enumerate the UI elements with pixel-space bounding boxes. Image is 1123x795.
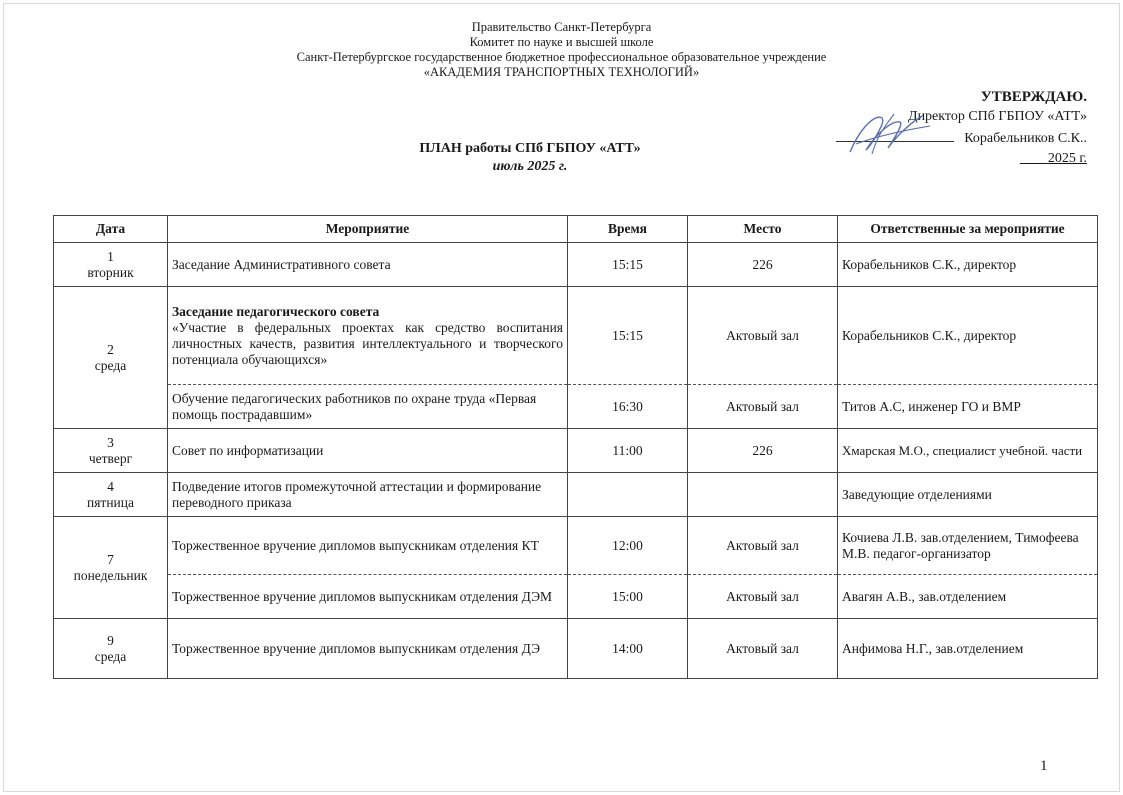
time-cell: 16:30 <box>568 385 688 429</box>
day-weekday: среда <box>94 357 127 373</box>
event-cell: Заседание Административного совета <box>168 243 568 287</box>
date-cell <box>54 429 168 473</box>
header-responsible: Ответственные за мероприятие <box>838 216 1098 243</box>
table-row <box>54 385 1098 429</box>
day-number: 2 <box>107 341 114 357</box>
day-number: 3 <box>107 434 114 450</box>
responsible-cell: Корабельников С.К., директор <box>838 287 1098 385</box>
table-header-row <box>54 216 1098 243</box>
place-cell: Актовый зал <box>688 517 838 575</box>
table-row <box>54 243 1098 287</box>
event-cell <box>168 287 568 385</box>
day-weekday: понедельник <box>73 567 148 583</box>
header-institution: Санкт-Петербургское государственное бюджетное профессиональное образовательное учреждение <box>296 50 827 64</box>
document-header <box>0 20 1123 80</box>
table-row <box>54 429 1098 473</box>
responsible-cell: Хмарская М.О., специалист учебной. части <box>838 429 1098 473</box>
event-title: Заседание педагогического совета <box>172 303 380 319</box>
header-government: Правительство Санкт-Петербурга <box>471 20 652 34</box>
responsible-cell: Корабельников С.К., директор <box>838 243 1098 287</box>
event-cell: Торжественное вручение дипломов выпускникам отделения ДЭМ <box>168 575 568 619</box>
day-number: 9 <box>107 632 114 648</box>
place-cell: Актовый зал <box>688 385 838 429</box>
plan-title: ПЛАН работы СПб ГБПОУ «АТТ» <box>419 141 641 156</box>
date-cell <box>54 517 168 619</box>
table-row <box>54 575 1098 619</box>
place-cell: Актовый зал <box>688 575 838 619</box>
date-cell <box>54 473 168 517</box>
approval-year-text: 2025 г. <box>1047 151 1087 166</box>
header-time: Время <box>568 216 688 243</box>
table-row <box>54 517 1098 575</box>
header-place: Место <box>688 216 838 243</box>
day-weekday: четверг <box>88 450 133 466</box>
event-cell: Подведение итогов промежуточной аттестации и формирование переводного приказа <box>168 473 568 517</box>
event-cell: Торжественное вручение дипломов выпускникам отделения КТ <box>168 517 568 575</box>
day-number: 4 <box>107 478 114 494</box>
date-cell <box>54 619 168 679</box>
plan-title-block <box>330 140 730 176</box>
date-cell <box>54 287 168 429</box>
header-academy: «АКАДЕМИЯ ТРАНСПОРТНЫХ ТЕХНОЛОГИЙ» <box>423 65 700 79</box>
approval-year <box>1020 151 1087 166</box>
plan-table <box>53 215 1098 679</box>
event-cell: Обучение педагогических работников по охране труда «Первая помощь пострадавшим» <box>168 385 568 429</box>
header-event: Мероприятие <box>168 216 568 243</box>
page-number: 1 <box>1040 758 1048 774</box>
event-text: «Участие в федеральных проектах как средство воспитания личностных качеств, развития интеллектуального и творческого потенциала обучающихся» <box>172 319 563 367</box>
place-cell: Актовый зал <box>688 619 838 679</box>
approval-title: УТВЕРЖДАЮ. <box>980 89 1087 105</box>
header-date: Дата <box>54 216 168 243</box>
time-cell: 15:15 <box>568 287 688 385</box>
time-cell <box>568 473 688 517</box>
time-cell: 12:00 <box>568 517 688 575</box>
time-cell: 15:00 <box>568 575 688 619</box>
responsible-cell: Кочиева Л.В. зав.отделением, Тимофеева М.В. педагог-организатор <box>838 517 1098 575</box>
time-cell: 14:00 <box>568 619 688 679</box>
place-cell <box>688 473 838 517</box>
time-cell: 15:15 <box>568 243 688 287</box>
place-cell: 226 <box>688 429 838 473</box>
table-row <box>54 619 1098 679</box>
time-cell: 11:00 <box>568 429 688 473</box>
day-number: 1 <box>107 248 114 264</box>
responsible-cell: Титов А.С, инженер ГО и ВМР <box>838 385 1098 429</box>
day-number: 7 <box>107 551 114 567</box>
event-cell: Торжественное вручение дипломов выпускникам отделения ДЭ <box>168 619 568 679</box>
plan-period: июль 2025 г. <box>492 159 568 174</box>
responsible-cell: Авагян А.В., зав.отделением <box>838 575 1098 619</box>
responsible-cell: Анфимова Н.Г., зав.отделением <box>838 619 1098 679</box>
table-row <box>54 287 1098 385</box>
event-cell: Совет по информатизации <box>168 429 568 473</box>
header-committee: Комитет по науке и высшей школе <box>469 35 654 49</box>
day-weekday: пятница <box>87 494 134 510</box>
day-weekday: вторник <box>87 264 134 280</box>
place-cell: Актовый зал <box>688 287 838 385</box>
approval-position: Директор СПб ГБПОУ «АТТ» <box>908 109 1087 124</box>
date-cell <box>54 243 168 287</box>
signature-icon <box>842 104 937 164</box>
approval-name: Корабельников С.К.. <box>964 131 1087 146</box>
responsible-cell: Заведующие отделениями <box>838 473 1098 517</box>
place-cell: 226 <box>688 243 838 287</box>
table-row <box>54 473 1098 517</box>
day-weekday: среда <box>94 648 127 664</box>
